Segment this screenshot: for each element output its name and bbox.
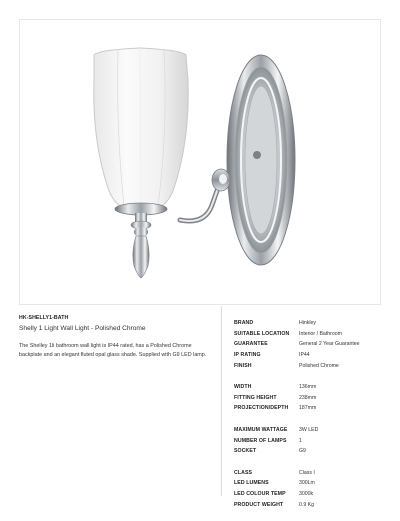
spec-row <box>234 446 384 457</box>
spec-value: Polished Chrome <box>299 362 339 369</box>
spec-row <box>234 350 384 361</box>
spec-value: 1 <box>299 437 302 444</box>
product-title: Shelly 1 Light Wall Light - Polished Chrome <box>19 325 146 332</box>
spec-key: NUMBER OF LAMPS <box>234 437 287 444</box>
spec-value: Interior / Bathroom <box>299 330 342 337</box>
spec-value: 187mm <box>299 405 317 412</box>
column-divider <box>221 306 222 496</box>
spec-value: G9 <box>299 448 306 455</box>
spec-value: 300Lm <box>299 480 315 487</box>
spec-row <box>234 425 384 436</box>
spec-row <box>234 339 384 350</box>
spec-key: PRODUCT WEIGHT <box>234 501 284 508</box>
spec-row <box>234 393 384 404</box>
spec-key: SUITABLE LOCATION <box>234 330 290 337</box>
spec-value: Class I <box>299 469 315 476</box>
wall-light-photo-icon <box>20 20 382 306</box>
spec-group-lamps <box>234 425 384 457</box>
spec-key: CLASS <box>234 469 253 476</box>
spec-row <box>234 478 384 489</box>
spec-value: 238mm <box>299 394 317 401</box>
spec-row <box>234 403 384 414</box>
spec-row <box>234 489 384 500</box>
spec-key: WIDTH <box>234 384 252 391</box>
product-sku: HK-SHELLY1-BATH <box>19 315 69 321</box>
spec-row <box>234 318 384 329</box>
spec-key: PROJECTION/DEPTH <box>234 405 289 412</box>
spec-row <box>234 468 384 479</box>
spec-value: 3W LED <box>299 427 319 434</box>
spec-value: General 2 Year Guarantee <box>299 341 360 348</box>
spec-row <box>234 329 384 340</box>
spec-row <box>234 382 384 393</box>
spec-value: 136mm <box>299 384 317 391</box>
spec-key: FINISH <box>234 362 252 369</box>
lamp-holder <box>115 203 167 278</box>
product-info <box>19 315 209 359</box>
spec-key: SOCKET <box>234 448 257 455</box>
spec-key: IP RATING <box>234 352 261 359</box>
spec-value: 3000k <box>299 491 314 498</box>
spec-row <box>234 499 384 510</box>
backplate <box>227 55 295 265</box>
spec-key: MAXIMUM WATTAGE <box>234 427 288 434</box>
spec-group-electrical <box>234 468 384 510</box>
product-description: The Shelley 1li bathroom wall light is IP44 rated, has a Polished Chrome backplate and an elegant fluted opal glass shade. Supplied with G9 LED lamp. <box>19 343 207 358</box>
spec-group-dimensions <box>234 382 384 414</box>
product-photo <box>19 19 381 305</box>
spec-value: Hinkley <box>299 320 317 327</box>
spec-key: LED LUMENS <box>234 480 269 487</box>
spec-key: LED COLOUR TEMP <box>234 491 286 498</box>
spec-value: 0.9 Kg <box>299 501 314 508</box>
spec-row <box>234 360 384 371</box>
spec-group-general <box>234 318 384 371</box>
arm <box>180 169 230 221</box>
spec-key: FITTING HEIGHT <box>234 394 277 401</box>
spec-row <box>234 435 384 446</box>
spec-value: IP44 <box>299 352 310 359</box>
glass-shade <box>94 48 188 206</box>
spec-table <box>234 318 384 521</box>
spec-key: BRAND <box>234 320 254 327</box>
spec-key: GUARANTEE <box>234 341 268 348</box>
